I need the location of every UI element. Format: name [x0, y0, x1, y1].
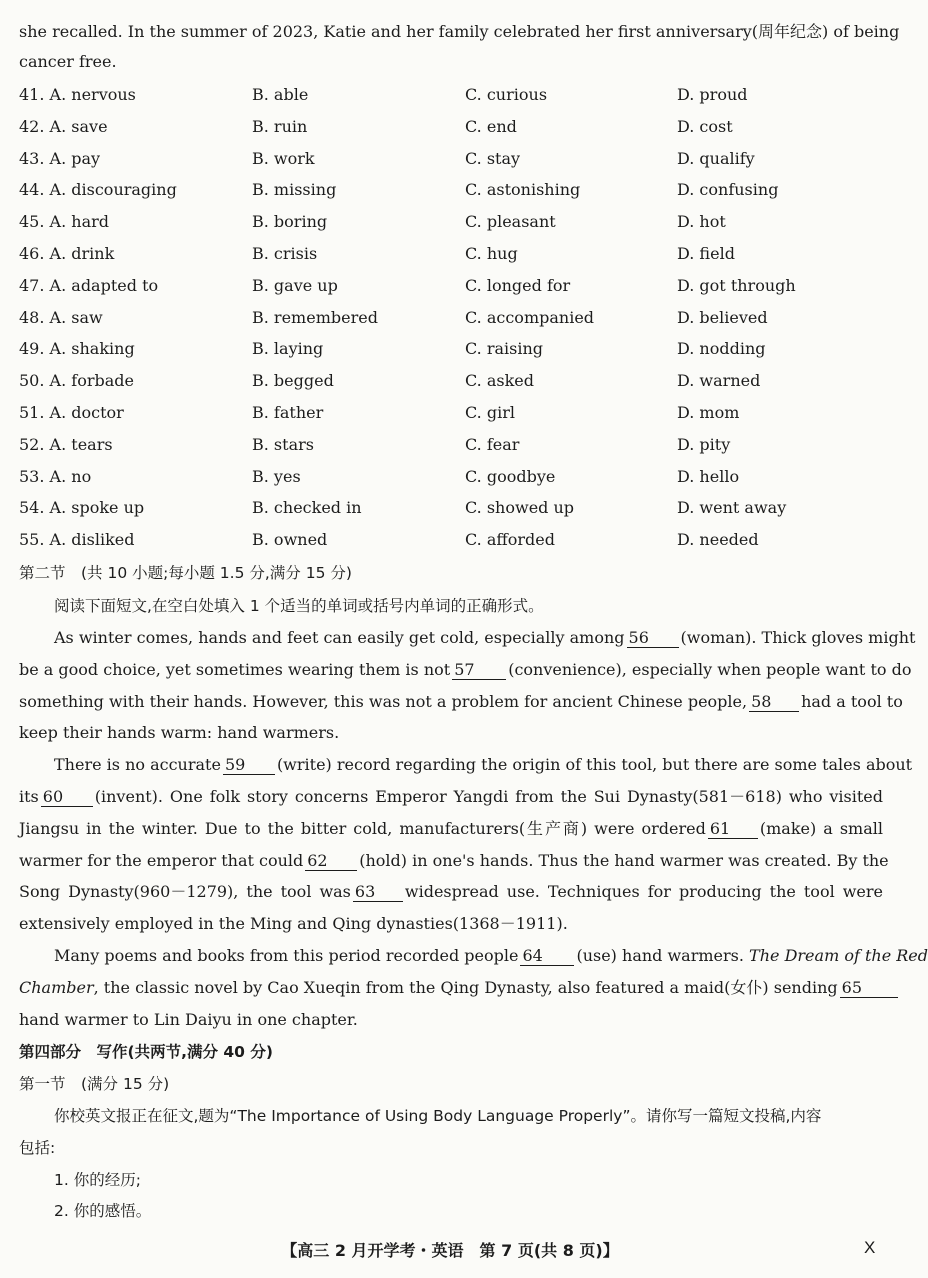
option-c: C. curious [465, 85, 548, 104]
option-text: A. shaking [49, 339, 135, 359]
option-text: A. nervous [49, 85, 136, 104]
blank-56: 56 [627, 629, 679, 648]
option-row [19, 338, 883, 360]
option-b: B. crisis [252, 244, 318, 263]
option-a [19, 338, 135, 360]
option-b: B. boring [252, 212, 328, 232]
option-a [19, 211, 109, 233]
option-d: D. hello [677, 466, 740, 486]
book-title: The Dream of the Red [749, 946, 928, 965]
blank-61: 61 [708, 820, 758, 839]
option-d: D. field [677, 244, 735, 263]
option-row [19, 84, 883, 106]
option-row [19, 497, 883, 519]
question-number: 55. [19, 530, 45, 550]
option-row [19, 370, 883, 392]
question-number: 51. [19, 403, 45, 422]
option-c: C. longed for [465, 275, 571, 295]
writing-prompt-line2: 包括: [19, 1139, 56, 1157]
text: something with their hands. However, this was not a problem for ancient Chinese people, [19, 692, 748, 711]
blank-59: 59 [223, 756, 275, 775]
text: (make) a small [759, 819, 883, 838]
passage-p1-line1 [54, 628, 916, 648]
passage-p2-line4 [19, 851, 889, 871]
passage-p1-line4: keep their hands warm: hand warmers. [19, 723, 340, 742]
option-text: A. saw [49, 307, 103, 327]
writing-item-2: 2. 你的感悟。 [54, 1202, 152, 1220]
option-b: B. yes [252, 466, 301, 486]
page-footer [0, 1238, 900, 1262]
option-d: D. nodding [677, 339, 766, 359]
option-d: D. mom [677, 403, 740, 422]
option-c: C. fear [465, 434, 520, 454]
part4-heading: 第四部分 写作(共两节,满分 40 分) [19, 1043, 273, 1061]
option-text: A. no [49, 466, 92, 486]
option-a [19, 497, 144, 519]
section2-instruction: 阅读下面短文,在空白处填入 1 个适当的单词或括号内单词的正确形式。 [54, 597, 544, 615]
text: (use) hand warmers. [576, 946, 744, 965]
question-number: 53. [19, 466, 45, 486]
option-text: A. spoke up [49, 498, 145, 518]
text: be a good choice, yet sometimes wearing them is not [19, 660, 451, 679]
text: widespread use. Techniques for producing the tool were [404, 882, 883, 901]
option-c: C. stay [465, 148, 521, 168]
question-number: 52. [19, 434, 45, 454]
blank-63: 63 [353, 883, 403, 902]
option-b: B. gave up [252, 275, 338, 295]
option-text: A. disliked [49, 530, 135, 550]
option-a [19, 148, 100, 170]
footer-text: 【高三 2 月开学考・英语 第 7 页(共 8 页)】 [281, 1241, 619, 1260]
passage-p2-line2 [19, 787, 883, 807]
text: (write) record regarding the origin of this tool, but there are some tales about [276, 755, 913, 774]
option-c: C. hug [465, 244, 518, 263]
option-a [19, 275, 158, 297]
option-b: B. checked in [252, 498, 362, 518]
option-b: B. father [252, 403, 324, 422]
option-text: A. discouraging [49, 180, 177, 200]
question-number: 44. [19, 180, 45, 200]
option-a [19, 243, 114, 265]
passage-p1-line3 [19, 692, 903, 712]
option-a [19, 370, 134, 392]
option-text: A. save [49, 116, 108, 136]
writing-item-1: 1. 你的经历; [54, 1171, 141, 1189]
option-b: B. missing [252, 180, 337, 200]
writing-prompt-line1: 你校英文报正在征文,题为“The Importance of Using Body Language Properly”。请你写一篇短文投稿,内容 [54, 1107, 822, 1125]
option-c: C. accompanied [465, 307, 595, 327]
option-text: A. pay [49, 148, 101, 168]
text: Many poems and books from this period recorded people [54, 946, 519, 965]
option-b: B. laying [252, 339, 324, 359]
option-b: B. ruin [252, 116, 308, 136]
question-number: 54. [19, 498, 45, 518]
option-d: D. warned [677, 371, 761, 391]
text: (convenience), especially when people want to do [508, 660, 912, 679]
passage-p3-line1 [54, 946, 928, 966]
blank-65: 65 [840, 979, 898, 998]
option-row [19, 116, 883, 138]
option-row [19, 402, 883, 424]
text: There is no accurate [54, 755, 221, 774]
option-text: A. hard [49, 212, 110, 232]
option-c: C. end [465, 116, 517, 136]
passage-p2-line6: extensively employed in the Ming and Qing dynasties(1368－1911). [19, 914, 568, 933]
question-number: 49. [19, 339, 45, 359]
passage-p3-line2 [19, 978, 883, 998]
option-d: D. believed [677, 307, 768, 327]
option-c: C. pleasant [465, 212, 556, 232]
option-row [19, 211, 883, 233]
option-text: A. drink [49, 244, 115, 263]
text: (woman). Thick gloves might [680, 628, 916, 647]
option-a [19, 84, 136, 106]
passage-p2-line5 [19, 882, 883, 902]
option-d: D. pity [677, 434, 731, 454]
option-b: B. owned [252, 530, 328, 550]
passage-p1-line2 [19, 660, 912, 680]
option-row [19, 529, 883, 551]
option-a [19, 466, 91, 488]
blank-57: 57 [452, 661, 506, 680]
passage-p3-line3: hand warmer to Lin Daiyu in one chapter. [19, 1010, 358, 1029]
footer-mark: X [864, 1238, 876, 1257]
text: , the classic novel by Cao Xueqin from the Qing Dynasty, also featured a maid(女仆) sending [93, 978, 838, 997]
option-c: C. showed up [465, 498, 575, 518]
option-text: A. doctor [49, 403, 124, 422]
text: Song Dynasty(960－1279), the tool was [19, 882, 351, 901]
question-number: 41. [19, 85, 45, 104]
option-a [19, 307, 103, 329]
option-b: B. work [252, 148, 315, 168]
option-d: D. qualify [677, 148, 755, 168]
option-c: C. raising [465, 339, 544, 359]
question-number: 45. [19, 212, 45, 232]
option-d: D. went away [677, 498, 787, 518]
option-row [19, 307, 883, 329]
option-b: B. able [252, 85, 309, 104]
option-c: C. goodbye [465, 466, 556, 486]
question-number: 43. [19, 148, 45, 168]
intro-line-1: she recalled. In the summer of 2023, Katie and her family celebrated her first anniversary(周年纪念) of being [19, 22, 900, 41]
option-d: D. hot [677, 212, 726, 232]
option-a [19, 529, 134, 551]
option-a [19, 179, 177, 201]
option-a [19, 434, 113, 456]
option-c: C. astonishing [465, 180, 581, 200]
option-text: A. forbade [49, 371, 134, 391]
passage-p2-line1 [54, 755, 913, 775]
text: its [19, 787, 39, 806]
option-d: D. confusing [677, 180, 779, 200]
option-b: B. begged [252, 371, 334, 391]
blank-58: 58 [749, 693, 799, 712]
question-number: 50. [19, 371, 45, 391]
option-b: B. stars [252, 434, 314, 454]
text: Jiangsu in the winter. Due to the bitter cold, manufacturers(生产商) were ordered [19, 819, 706, 838]
question-number: 48. [19, 307, 45, 327]
option-c: C. afforded [465, 530, 555, 550]
text: As winter comes, hands and feet can easily get cold, especially among [54, 628, 625, 647]
option-text: A. tears [49, 434, 113, 454]
intro-line-2: cancer free. [19, 52, 117, 71]
option-a [19, 402, 124, 424]
text: had a tool to [801, 692, 903, 711]
passage-p2-line3 [19, 819, 883, 839]
blank-62: 62 [305, 852, 357, 871]
option-row [19, 466, 883, 488]
text: (invent). One folk story concerns Emperor Yangdi from the Sui Dynasty(581－618) who visited [94, 787, 884, 806]
option-a [19, 116, 108, 138]
option-row [19, 179, 883, 201]
question-number: 47. [19, 275, 45, 295]
option-c: C. asked [465, 371, 534, 391]
part4-section1: 第一节 (满分 15 分) [19, 1075, 170, 1093]
section2-heading: 第二节 (共 10 小题;每小题 1.5 分,满分 15 分) [19, 564, 352, 582]
blank-64: 64 [520, 947, 574, 966]
option-b: B. remembered [252, 307, 378, 327]
blank-60: 60 [41, 788, 93, 807]
text: warmer for the emperor that could [19, 851, 304, 870]
option-d: D. cost [677, 116, 733, 136]
option-row [19, 434, 883, 456]
question-number: 42. [19, 116, 45, 136]
option-d: D. proud [677, 85, 748, 104]
option-row [19, 148, 883, 170]
option-row [19, 243, 883, 265]
question-number: 46. [19, 244, 45, 263]
option-c: C. girl [465, 403, 515, 422]
option-text: A. adapted to [49, 275, 159, 295]
option-d: D. needed [677, 530, 759, 550]
book-title: Chamber [19, 978, 94, 997]
text: (hold) in one's hands. Thus the hand warmer was created. By the [359, 851, 889, 870]
option-d: D. got through [677, 275, 796, 295]
option-row [19, 275, 883, 297]
